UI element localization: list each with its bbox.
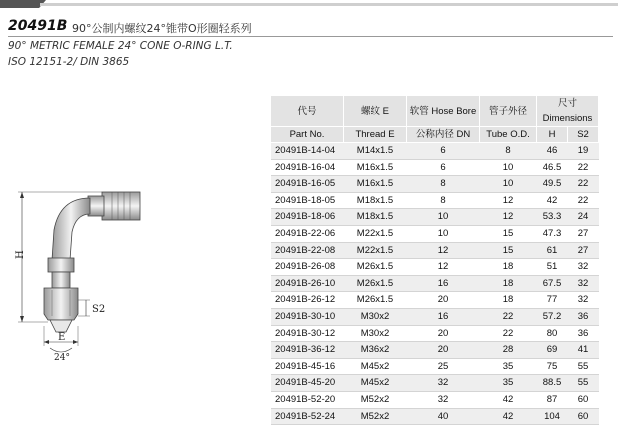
- header-row-en: [271, 127, 599, 143]
- cell-tube-od: 12: [480, 209, 537, 226]
- cell-h: 77: [537, 292, 568, 309]
- cell-s2: 55: [568, 358, 599, 375]
- table-row: [271, 242, 599, 259]
- cell-part-no: 20491B-26-10: [271, 275, 344, 292]
- angle-arc: [50, 348, 72, 352]
- cell-part-no: 20491B-26-08: [271, 259, 344, 276]
- cell-h: 61: [537, 242, 568, 259]
- cell-thread: M52x2: [344, 408, 407, 425]
- table-row: [271, 375, 599, 392]
- header-tube-od-cn: 管子外径: [480, 96, 537, 127]
- product-code: 20491B: [8, 18, 68, 34]
- cell-part-no: 20491B-22-08: [271, 242, 344, 259]
- cell-thread: M36x2: [344, 342, 407, 359]
- cell-thread: M18x1.5: [344, 192, 407, 209]
- label-h: H: [15, 250, 26, 259]
- cell-tube-od: 12: [480, 192, 537, 209]
- header-decor-light: [40, 3, 618, 6]
- cell-tube-od: 10: [480, 176, 537, 193]
- cell-s2: 36: [568, 308, 599, 325]
- cell-tube-od: 22: [480, 325, 537, 342]
- cell-hose-bore: 32: [407, 375, 480, 392]
- cell-h: 87: [537, 391, 568, 408]
- label-e: E: [58, 332, 66, 343]
- header-tube-od: Tube O.D.: [480, 127, 537, 143]
- cell-s2: 36: [568, 325, 599, 342]
- cell-s2: 27: [568, 225, 599, 242]
- cell-thread: M18x1.5: [344, 209, 407, 226]
- cell-hose-bore: 16: [407, 275, 480, 292]
- cell-tube-od: 35: [480, 358, 537, 375]
- cell-s2: 19: [568, 143, 599, 160]
- cell-s2: 27: [568, 242, 599, 259]
- cell-part-no: 20491B-36-12: [271, 342, 344, 359]
- cell-s2: 22: [568, 192, 599, 209]
- cell-part-no: 20491B-45-20: [271, 375, 344, 392]
- table-row: [271, 259, 599, 276]
- cell-thread: M22x1.5: [344, 242, 407, 259]
- cell-hose-bore: 20: [407, 292, 480, 309]
- cell-h: 42: [537, 192, 568, 209]
- header-dimensions-cn: 尺寸 Dimensions: [537, 96, 599, 127]
- cell-part-no: 20491B-30-12: [271, 325, 344, 342]
- cell-hose-bore: 12: [407, 259, 480, 276]
- body-collar: [48, 258, 74, 272]
- cell-h: 67.5: [537, 275, 568, 292]
- table-row: [271, 143, 599, 160]
- nut: [44, 288, 78, 320]
- cell-part-no: 20491B-18-05: [271, 192, 344, 209]
- cell-h: 88.5: [537, 375, 568, 392]
- table-row: [271, 342, 599, 359]
- table-row: [271, 176, 599, 193]
- cell-h: 69: [537, 342, 568, 359]
- cell-thread: M16x1.5: [344, 176, 407, 193]
- cell-tube-od: 15: [480, 225, 537, 242]
- cell-s2: 22: [568, 159, 599, 176]
- cell-hose-bore: 10: [407, 209, 480, 226]
- cell-part-no: 20491B-14-04: [271, 143, 344, 160]
- cell-tube-od: 15: [480, 242, 537, 259]
- cell-s2: 60: [568, 408, 599, 425]
- cell-h: 80: [537, 325, 568, 342]
- chinese-title: 90°公制内螺纹24°锥带O形圈轻系列: [72, 22, 252, 35]
- cell-h: 46: [537, 143, 568, 160]
- cell-h: 57.2: [537, 308, 568, 325]
- cell-s2: 32: [568, 292, 599, 309]
- table-row: [271, 209, 599, 226]
- cell-tube-od: 22: [480, 308, 537, 325]
- cell-hose-bore: 20: [407, 325, 480, 342]
- bent-tube: [52, 198, 90, 260]
- hose-socket: [88, 192, 140, 220]
- cell-tube-od: 28: [480, 342, 537, 359]
- table-row: [271, 275, 599, 292]
- cell-tube-od: 8: [480, 143, 537, 160]
- cell-hose-bore: 16: [407, 308, 480, 325]
- cell-s2: 22: [568, 176, 599, 193]
- cell-hose-bore: 6: [407, 159, 480, 176]
- header-divider: [8, 36, 613, 37]
- cell-h: 49.5: [537, 176, 568, 193]
- cell-thread: M52x2: [344, 391, 407, 408]
- cell-thread: M14x1.5: [344, 143, 407, 160]
- header-s2: S2: [568, 127, 599, 143]
- cell-hose-bore: 20: [407, 342, 480, 359]
- cell-s2: 55: [568, 375, 599, 392]
- header-thread: Thread E: [344, 127, 407, 143]
- cell-s2: 41: [568, 342, 599, 359]
- header-part-no: Part No.: [271, 127, 344, 143]
- cell-part-no: 20491B-22-06: [271, 225, 344, 242]
- header-decor-bar: [0, 0, 618, 8]
- cell-hose-bore: 10: [407, 225, 480, 242]
- body-shank: [52, 272, 70, 288]
- cell-hose-bore: 32: [407, 391, 480, 408]
- table-row: [271, 292, 599, 309]
- cell-s2: 60: [568, 391, 599, 408]
- cell-tube-od: 42: [480, 391, 537, 408]
- cell-hose-bore: 6: [407, 143, 480, 160]
- cell-hose-bore: 40: [407, 408, 480, 425]
- cell-h: 46.5: [537, 159, 568, 176]
- header-h: H: [537, 127, 568, 143]
- cell-thread: M16x1.5: [344, 159, 407, 176]
- dimension-s2: [78, 300, 90, 316]
- table-row: [271, 225, 599, 242]
- cell-h: 104: [537, 408, 568, 425]
- cell-h: 51: [537, 259, 568, 276]
- label-s2: S2: [92, 304, 106, 315]
- cell-part-no: 20491B-52-20: [271, 391, 344, 408]
- fitting-drawing: [12, 150, 142, 360]
- cell-thread: M26x1.5: [344, 259, 407, 276]
- header-thread-cn: 螺纹 E: [344, 96, 407, 127]
- cell-thread: M22x1.5: [344, 225, 407, 242]
- cell-thread: M30x2: [344, 308, 407, 325]
- header-row-cn: [271, 96, 599, 127]
- cell-h: 75: [537, 358, 568, 375]
- table-row: [271, 192, 599, 209]
- cell-thread: M26x1.5: [344, 292, 407, 309]
- cell-hose-bore: 8: [407, 192, 480, 209]
- cone: [50, 320, 72, 332]
- table-row: [271, 408, 599, 425]
- cell-hose-bore: 25: [407, 358, 480, 375]
- cell-hose-bore: 8: [407, 176, 480, 193]
- cell-s2: 32: [568, 259, 599, 276]
- cell-part-no: 20491B-16-05: [271, 176, 344, 193]
- cell-tube-od: 18: [480, 259, 537, 276]
- cell-part-no: 20491B-52-24: [271, 408, 344, 425]
- cell-part-no: 20491B-18-06: [271, 209, 344, 226]
- standard-label: ISO 12151-2/ DIN 3865: [8, 56, 130, 68]
- cell-tube-od: 18: [480, 292, 537, 309]
- cell-hose-bore: 12: [407, 242, 480, 259]
- header-part-no-cn: 代号: [271, 96, 344, 127]
- cell-thread: M30x2: [344, 325, 407, 342]
- cell-h: 53.3: [537, 209, 568, 226]
- cell-s2: 24: [568, 209, 599, 226]
- label-angle: 24°: [54, 353, 70, 360]
- table-row: [271, 325, 599, 342]
- english-title: 90° METRIC FEMALE 24° CONE O-RING L.T.: [8, 40, 233, 52]
- cell-part-no: 20491B-26-12: [271, 292, 344, 309]
- header-hose-bore-cn: 软管 Hose Bore: [407, 96, 480, 127]
- cell-thread: M26x1.5: [344, 275, 407, 292]
- header-hose-bore-dn: 公称内径 DN: [407, 127, 480, 143]
- cell-part-no: 20491B-16-04: [271, 159, 344, 176]
- cell-tube-od: 10: [480, 159, 537, 176]
- cell-tube-od: 42: [480, 408, 537, 425]
- cell-tube-od: 18: [480, 275, 537, 292]
- spec-table: [271, 96, 599, 425]
- table-row: [271, 308, 599, 325]
- table-row: [271, 159, 599, 176]
- cell-part-no: 20491B-45-16: [271, 358, 344, 375]
- cell-tube-od: 35: [480, 375, 537, 392]
- cell-part-no: 20491B-30-10: [271, 308, 344, 325]
- cell-thread: M45x2: [344, 375, 407, 392]
- cell-thread: M45x2: [344, 358, 407, 375]
- cell-h: 47.3: [537, 225, 568, 242]
- table-row: [271, 358, 599, 375]
- cell-s2: 32: [568, 275, 599, 292]
